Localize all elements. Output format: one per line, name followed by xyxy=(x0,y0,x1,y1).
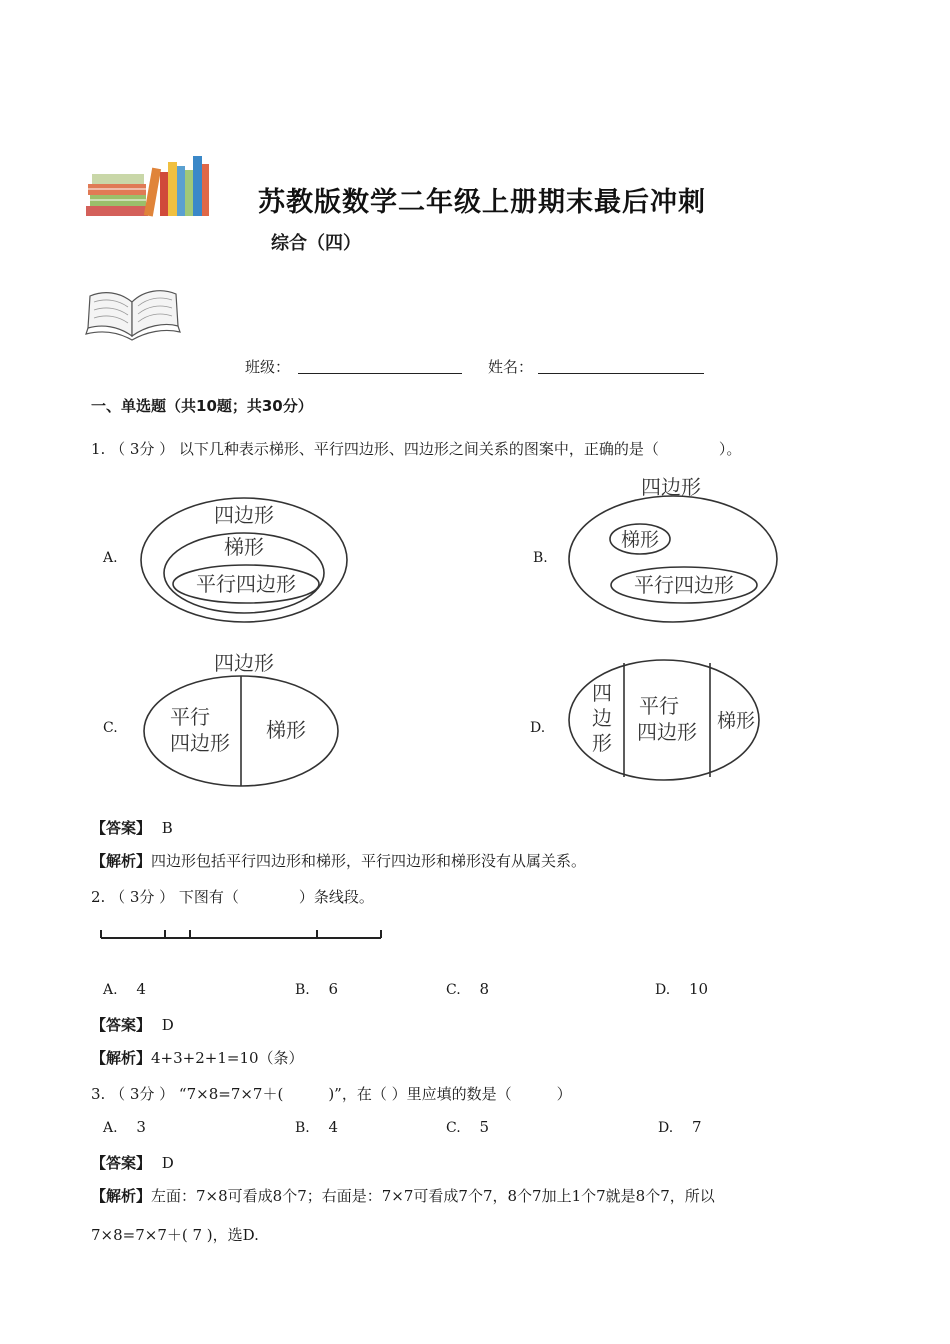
q3-option-d-value: 7 xyxy=(691,1118,702,1136)
books-logo-icon xyxy=(80,150,215,220)
q3-option-a[interactable] xyxy=(103,1118,146,1136)
q3-option-b-value: 4 xyxy=(328,1118,339,1136)
q2-option-d[interactable] xyxy=(655,980,708,998)
q1-option-a-diagram xyxy=(138,490,350,626)
q1-d-left-char1: 四 xyxy=(592,681,612,705)
q2-answer-tag: 【答案】 xyxy=(91,1016,152,1034)
q2-option-a[interactable] xyxy=(103,980,146,998)
q2-option-a-value: 4 xyxy=(136,980,146,998)
q2-option-b-label: B. xyxy=(295,982,310,998)
q1-option-d-label: D. xyxy=(530,720,546,736)
q1-d-right-text: 梯形 xyxy=(716,710,756,732)
q1-d-mid-line2: 四边形 xyxy=(637,720,697,744)
q3-answer xyxy=(91,1152,174,1173)
q1-option-a-label: A. xyxy=(103,550,118,566)
q3-option-c-label: C. xyxy=(446,1120,461,1136)
document-title: 苏教版数学二年级上册期末最后冲刺 xyxy=(258,187,706,218)
q2-option-c-label: C. xyxy=(446,982,461,998)
q3-option-c[interactable] xyxy=(446,1118,489,1136)
q1-analysis-tag: 【解析】 xyxy=(91,852,152,870)
section-title: 一、单选题（共10题；共30分） xyxy=(91,397,313,415)
q2-option-d-label: D. xyxy=(655,982,671,998)
q2-analysis xyxy=(91,1047,304,1068)
q2-answer xyxy=(91,1014,174,1035)
q3-analysis xyxy=(91,1185,715,1206)
q1-b-right-text: 平行四边形 xyxy=(634,573,734,597)
open-book-icon xyxy=(84,280,184,350)
class-input[interactable] xyxy=(298,373,462,374)
q1-a-middle-text: 梯形 xyxy=(224,535,264,559)
q3-option-b[interactable] xyxy=(295,1118,338,1136)
q3-option-a-label: A. xyxy=(103,1120,118,1136)
q1-d-left-char3: 形 xyxy=(592,731,612,755)
q3-answer-tag: 【答案】 xyxy=(91,1154,152,1172)
class-label: 班级： xyxy=(245,358,291,376)
q1-a-outer-text: 四边形 xyxy=(214,503,274,527)
q2-option-b-value: 6 xyxy=(328,980,339,998)
q1-option-c-diagram xyxy=(140,648,342,790)
q3-option-d-label: D. xyxy=(658,1120,674,1136)
q3-option-b-label: B. xyxy=(295,1120,310,1136)
q3-answer-value: D xyxy=(161,1154,174,1172)
q1-c-right-text: 梯形 xyxy=(266,718,306,742)
q1-answer xyxy=(91,817,173,838)
q1-c-left-line1: 平行 xyxy=(170,705,210,729)
q1-d-mid-line1: 平行 xyxy=(639,694,679,718)
q3-analysis-text-line1: 左面：7×8可看成8个7；右面是：7×7可看成7个7，8个7加上1个7就是8个7，所以 xyxy=(151,1187,715,1205)
q1-a-inner-text: 平行四边形 xyxy=(196,572,296,596)
q2-option-a-label: A. xyxy=(103,982,118,998)
q1-answer-value: B xyxy=(161,819,173,837)
q2-analysis-text: 4+3+2+1=10（条） xyxy=(151,1049,304,1067)
q2-answer-value: D xyxy=(161,1016,174,1034)
q1-option-d-diagram xyxy=(566,655,764,785)
q2-option-c[interactable] xyxy=(446,980,489,998)
q2-analysis-tag: 【解析】 xyxy=(91,1049,152,1067)
question-1-text: 1. （ 3分 ） 以下几种表示梯形、平行四边形、四边形之间关系的图案中，正确的是（ ）。 xyxy=(91,440,742,458)
q1-b-outer-text: 四边形 xyxy=(641,475,701,499)
document-subtitle: 综合（四） xyxy=(271,233,361,254)
q1-option-c-label: C. xyxy=(103,720,118,736)
q1-analysis xyxy=(91,850,586,871)
q2-line-segment-figure xyxy=(96,926,388,946)
q3-option-d[interactable] xyxy=(658,1118,702,1136)
q3-option-a-value: 3 xyxy=(136,1118,146,1136)
q3-option-c-value: 5 xyxy=(479,1118,489,1136)
q3-analysis-tag: 【解析】 xyxy=(91,1187,152,1205)
q1-d-left-char2: 边 xyxy=(592,706,612,730)
q2-option-b[interactable] xyxy=(295,980,338,998)
q1-b-left-text: 梯形 xyxy=(620,529,660,551)
q2-option-d-value: 10 xyxy=(688,980,709,998)
q1-c-top-text: 四边形 xyxy=(214,651,274,675)
q3-analysis-line2: 7×8=7×7＋( 7 )，选D. xyxy=(91,1226,259,1244)
name-input[interactable] xyxy=(538,373,704,374)
q1-option-b-diagram xyxy=(566,470,782,630)
question-2-text: 2. （ 3分 ） 下图有（ ）条线段。 xyxy=(91,888,374,906)
q2-option-c-value: 8 xyxy=(479,980,489,998)
q1-c-left-line2: 四边形 xyxy=(170,731,230,755)
q1-analysis-text: 四边形包括平行四边形和梯形，平行四边形和梯形没有从属关系。 xyxy=(151,852,587,870)
q1-answer-tag: 【答案】 xyxy=(91,819,152,837)
question-3-text: 3. （ 3分 ） “7×8=7×7＋( )”，在（ ）里应填的数是（ ） xyxy=(91,1085,572,1103)
q1-option-b-label: B. xyxy=(533,550,548,566)
name-label: 姓名： xyxy=(488,358,534,376)
